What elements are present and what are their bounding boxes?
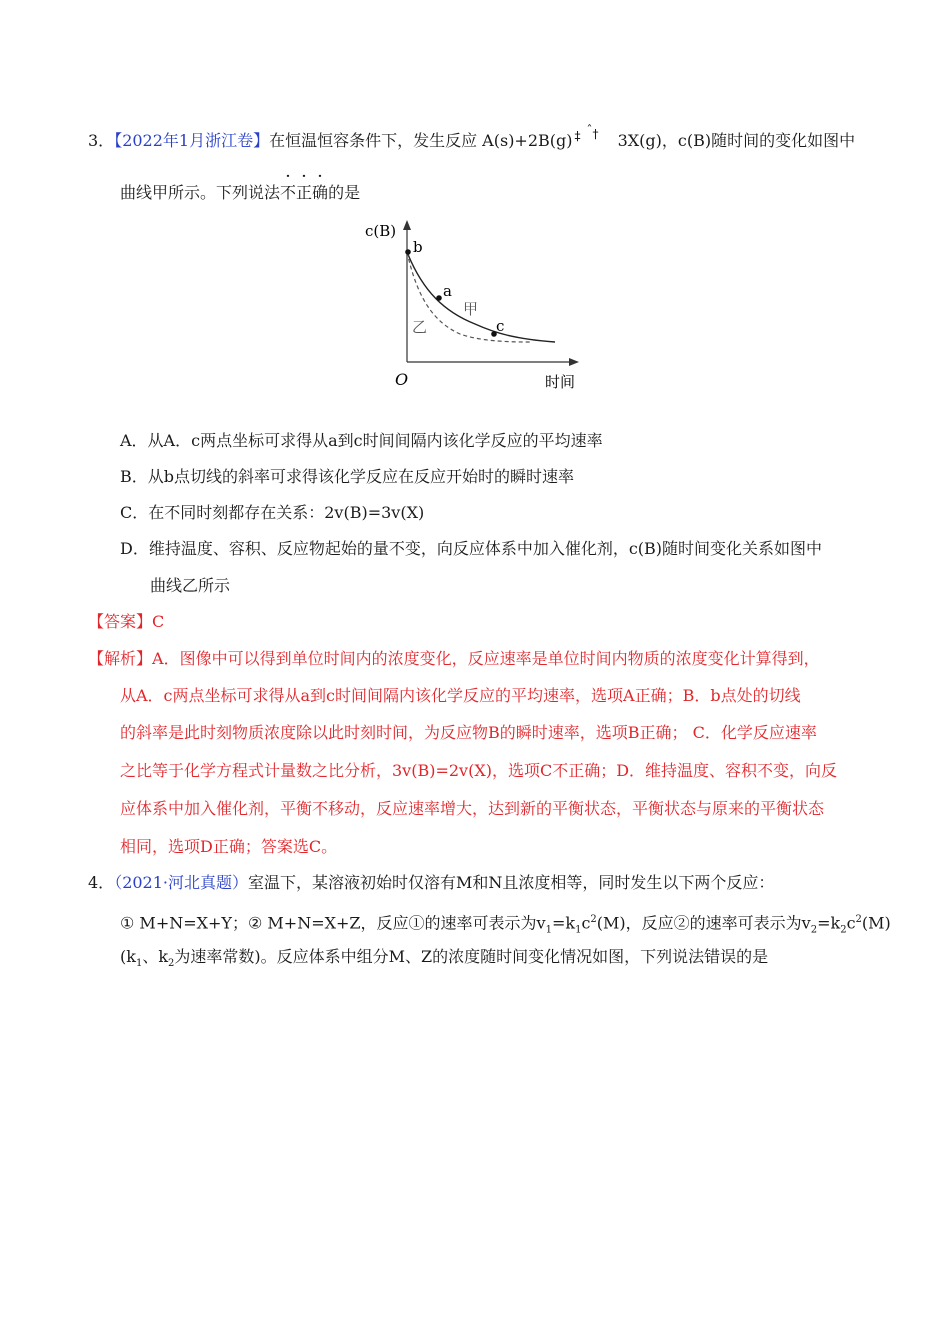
analysis-line3: 的斜率是此时刻物质浓度除以此时刻时间，为反应物B的瞬时速率，选项B正确； C．化学反应速率: [120, 723, 817, 742]
analysis-line5: 应体系中加入催化剂，平衡不移动，反应速率增大，达到新的平衡状态，平衡状态与原来的平衡状态: [120, 799, 825, 818]
question-stem: 室温下，某溶液初始时仅溶有M和N且浓度相等，同时发生以下两个反应：: [248, 873, 775, 892]
point-b: [405, 249, 411, 255]
question-number: 4．: [88, 873, 115, 892]
x-axis-arrow: [569, 358, 579, 366]
option-d-cont: 曲线乙所示: [150, 576, 231, 595]
option-b: B．从b点切线的斜率可求得该化学反应在反应开始时的瞬时速率: [120, 467, 575, 486]
label-yi: 乙: [412, 318, 428, 336]
option-c: C．在不同时刻都存在关系：2v(B)=3v(X): [120, 503, 425, 522]
label-b: b: [413, 238, 423, 256]
question-number: 3．: [88, 131, 115, 150]
y-axis-label: c(B): [365, 222, 397, 240]
emphasis-char: 确: [312, 183, 329, 202]
analysis-line6: 相同，选项D正确；答案选C。: [120, 837, 338, 856]
emphasis-char: 正: [296, 183, 313, 202]
answer-value: C: [152, 612, 165, 631]
question-stem: 在恒温恒容条件下，发生反应 A(s)+2B(g): [269, 131, 573, 150]
question-3-line1: [88, 122, 856, 153]
analysis-label: 【解析】: [88, 649, 153, 668]
y-axis-arrow: [403, 220, 411, 230]
x-axis-label: 时间: [545, 373, 576, 391]
question-3-line2: 曲线甲所示。下列说法不正确的是: [120, 183, 361, 202]
label-jia: 甲: [463, 300, 479, 318]
analysis-line4: 之比等于化学方程式计量数之比分析，3v(B)=2v(X)，选项C不正确；D．维持温度、容积不变，向反: [120, 761, 838, 780]
label-c: c: [496, 317, 505, 335]
answer-label: 【答案】: [88, 612, 153, 631]
question-4-line2: ① M+N=X+Y；② M+N=X+Z，反应①的速率可表示为$v_1=k_1c^2(M)$，反应②的速率可表示为$v_2=k_2c^2(M)$: [120, 913, 891, 936]
emphasis-char: 不: [280, 183, 297, 202]
point-a: [436, 295, 442, 301]
curve-jia: [407, 252, 555, 342]
analysis-line1: 【解析】A．图像中可以得到单位时间内的浓度变化，反应速率是单位时间内物质的浓度变化计算得到，: [88, 649, 820, 668]
concentration-time-figure: [355, 212, 595, 397]
question-source: （2021·河北真题）: [114, 873, 248, 892]
question-4-line1: [88, 872, 774, 894]
analysis-line2: 从A．c两点坐标可求得从a到c时间间隔内该化学反应的平均速率，选项A正确；B．b点处的切线: [120, 686, 801, 705]
label-a: a: [443, 282, 452, 300]
question-source: 【2022年1月浙江卷】: [114, 131, 270, 150]
option-a: A．从A．c两点坐标可求得从a到c时间间隔内该化学反应的平均速率: [120, 431, 603, 450]
option-d: D．维持温度、容积、反应物起始的量不变，向反应体系中加入催化剂，c(B)随时间变化关系如图中: [120, 539, 823, 558]
origin-label: O: [395, 370, 409, 389]
reversible-arrow-icon: ‡ ˆ †: [574, 122, 599, 143]
answer: [88, 611, 164, 633]
question-stem-cont: 3X(g)，c(B)随时间的变化如图中: [612, 131, 856, 150]
question-4-line3: ($k_1$、$k_2$为速率常数)。反应体系中组分M、Z的浓度随时间变化情况如图，下列说法错误的是: [120, 947, 769, 970]
